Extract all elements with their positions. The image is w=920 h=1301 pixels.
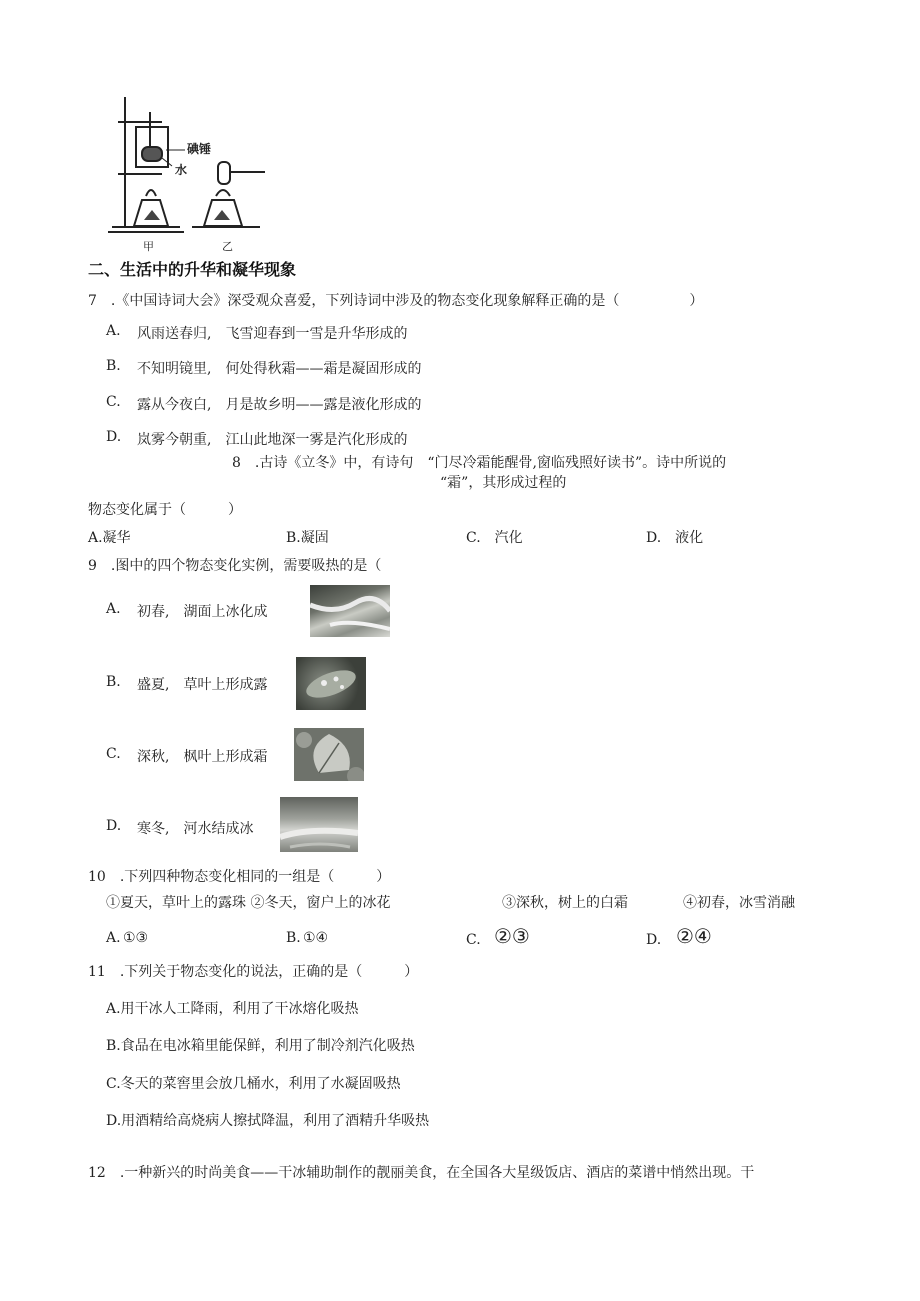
q8-option-c: C. 汽化 — [466, 530, 523, 546]
q10-item-1-2: ①夏天，草叶上的露珠 ②冬天，窗户上的冰花 — [106, 895, 391, 911]
q7-stem: 7 .《中国诗词大会》深受观众喜爱，下列诗词中涉及的物态变化现象解释正确的是（ ） — [88, 293, 704, 309]
grass-dew-photo — [296, 657, 366, 710]
q10-item-4: ④初春，冰雪消融 — [683, 895, 795, 911]
q9-option-a-letter: A. — [106, 601, 121, 617]
frozen-river-photo — [280, 797, 358, 852]
q11-option-c: C.冬天的菜窖里会放几桶水，利用了水凝固吸热 — [106, 1076, 401, 1092]
q12-stem: 12 .一种新兴的时尚美食——干冰辅助制作的靓丽美食，在全国各大星级饭店、酒店的菜谱中悄然出现。干 — [88, 1165, 755, 1181]
figure-label-iodine: 碘锤 — [187, 142, 212, 156]
q7-option-d-letter: D. — [106, 429, 122, 445]
q7-option-a-letter: A. — [106, 323, 121, 339]
q7-option-c-text: 露从今夜白, 月是故乡明——露是液化形成的 — [137, 397, 422, 413]
q11-option-a: A.用干冰人工降雨，利用了干冰熔化吸热 — [106, 1001, 359, 1017]
q10-stem: 10 .下列四种物态变化相同的一组是（ ） — [88, 869, 391, 885]
q8-stem-line3: 物态变化属于（ ） — [88, 502, 242, 518]
figure-label-yi: 乙 — [222, 240, 233, 253]
maple-leaf-frost-photo — [294, 728, 364, 781]
q9-stem: 9 .图中的四个物态变化实例，需要吸热的是（ — [88, 558, 382, 574]
q10-option-d-text: ②④ — [676, 924, 712, 948]
q10-option-b-letter: B. — [286, 930, 301, 946]
figure-label-jia: 甲 — [143, 240, 154, 253]
q11-option-b: B.食品在电冰箱里能保鲜，利用了制冷剂汽化吸热 — [106, 1038, 415, 1054]
section-title: 二、生活中的升华和凝华现象 — [88, 260, 297, 279]
q8-option-b: B.凝固 — [286, 530, 329, 546]
q7-option-d-text: 岚雾今朝重, 江山此地深一雾是汽化形成的 — [137, 432, 408, 448]
q11-option-d: D.用酒精给高烧病人擦拭降温，利用了酒精升华吸热 — [106, 1113, 430, 1129]
q9-option-b-text: 盛夏, 草叶上形成露 — [137, 677, 268, 693]
q9-option-c-letter: C. — [106, 746, 121, 762]
q8-option-a: A.凝华 — [88, 530, 131, 546]
q10-option-d-letter: D. — [646, 932, 662, 948]
q10-option-b-text: ①④ — [303, 930, 329, 946]
q10-option-a-text: ①③ — [123, 930, 149, 946]
q7-option-a-text: 风雨送春归, 飞雪迎春到一雪是升华形成的 — [137, 326, 408, 342]
figure-label-water: 水 — [175, 163, 188, 177]
q8-stem-line2: “霜”，其形成过程的 — [440, 475, 567, 491]
q9-option-c-text: 深秋, 枫叶上形成霜 — [137, 749, 268, 765]
lake-ice-melting-photo — [310, 585, 390, 637]
q9-option-d-letter: D. — [106, 818, 122, 834]
q9-option-a-text: 初春, 湖面上冰化成 — [137, 604, 268, 620]
q10-option-c-text: ②③ — [494, 924, 530, 948]
q7-option-c-letter: C. — [106, 394, 121, 410]
q9-option-b-letter: B. — [106, 674, 121, 690]
q10-item-3: ③深秋，树上的白霜 — [502, 895, 628, 911]
q8-option-d: D. 液化 — [646, 530, 704, 546]
q11-stem: 11 .下列关于物态变化的说法，正确的是（ ） — [88, 964, 419, 980]
q7-option-b-letter: B. — [106, 358, 121, 374]
q7-option-b-text: 不知明镜里, 何处得秋霜——霜是凝固形成的 — [137, 361, 422, 377]
q10-option-c-letter: C. — [466, 932, 481, 948]
iodine-sublimation-apparatus-figure — [100, 92, 275, 252]
q8-stem-line1: 8 .古诗《立冬》中，有诗句 “门尽冷霜能醒骨,窗临残照好读书”。诗中所说的 — [232, 455, 727, 471]
q10-option-a-letter: A. — [106, 930, 121, 946]
q9-option-d-text: 寒冬, 河水结成冰 — [137, 821, 254, 837]
